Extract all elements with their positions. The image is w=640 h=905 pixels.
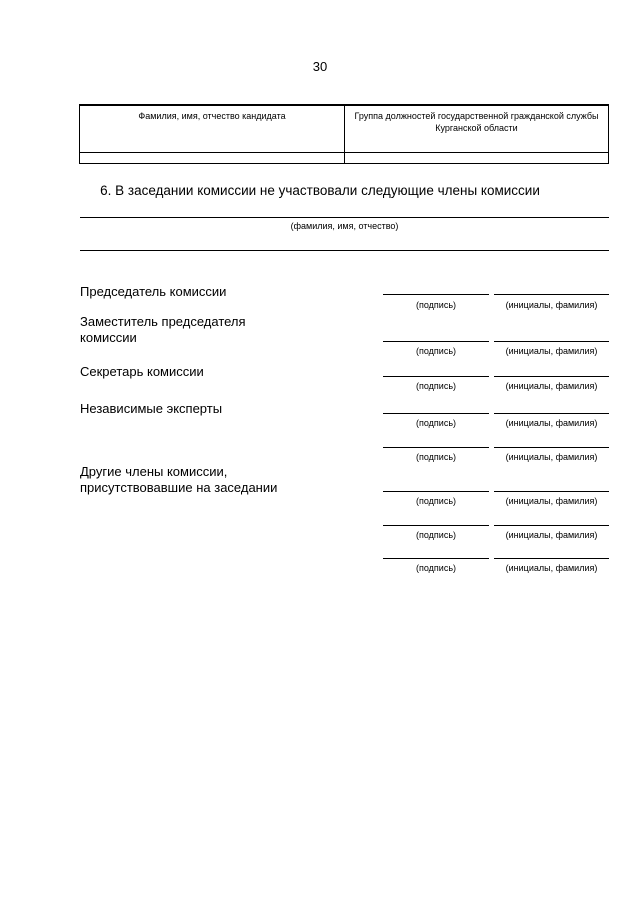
position-group-cell [345,153,609,164]
candidate-name-cell [80,153,345,164]
role-other-members: Другие члены комиссии, присутствовавшие на заседании [80,464,278,495]
page-number: 30 [312,59,328,74]
candidate-table [79,104,609,164]
table-row [80,153,609,164]
name-line [494,525,609,526]
role-chairman: Председатель комиссии [80,284,227,299]
name-caption: (инициалы, фамилия) [505,563,598,573]
signature-caption: (подпись) [415,300,457,310]
position-group-header: Группа должностей государственной гражданской службы Курганской области [345,105,609,153]
signature-line [383,413,489,414]
signature-line [383,294,489,295]
name-line [494,294,609,295]
name-caption: (инициалы, фамилия) [505,300,598,310]
name-caption: (инициалы, фамилия) [505,452,598,462]
signature-line [383,525,489,526]
signature-caption: (подпись) [415,496,457,506]
signature-caption: (подпись) [415,346,457,356]
name-caption: (инициалы, фамилия) [505,381,598,391]
absent-members-hint: (фамилия, имя, отчество) [290,221,399,231]
signature-line [383,447,489,448]
name-line [494,558,609,559]
signature-caption: (подпись) [415,563,457,573]
signature-line [383,376,489,377]
name-line [494,491,609,492]
name-line [494,341,609,342]
signature-caption: (подпись) [415,530,457,540]
absent-members-line-2 [80,250,609,251]
signature-line [383,491,489,492]
role-independent-experts: Независимые эксперты [80,401,223,416]
name-caption: (инициалы, фамилия) [505,530,598,540]
name-line [494,376,609,377]
candidate-name-header: Фамилия, имя, отчество кандидата [80,105,345,153]
name-caption: (инициалы, фамилия) [505,346,598,356]
signature-line [383,341,489,342]
role-deputy-chairman: Заместитель председателя комиссии [80,314,246,345]
name-line [494,413,609,414]
signature-caption: (подпись) [415,452,457,462]
signature-line [383,558,489,559]
role-secretary: Секретарь комиссии [80,364,204,379]
signature-caption: (подпись) [415,418,457,428]
absent-members-line [80,217,609,218]
section-title: 6. В заседании комиссии не участвовали следующие члены комиссии [100,183,540,198]
table-header-row [80,105,609,153]
name-caption: (инициалы, фамилия) [505,418,598,428]
signature-caption: (подпись) [415,381,457,391]
name-caption: (инициалы, фамилия) [505,496,598,506]
name-line [494,447,609,448]
